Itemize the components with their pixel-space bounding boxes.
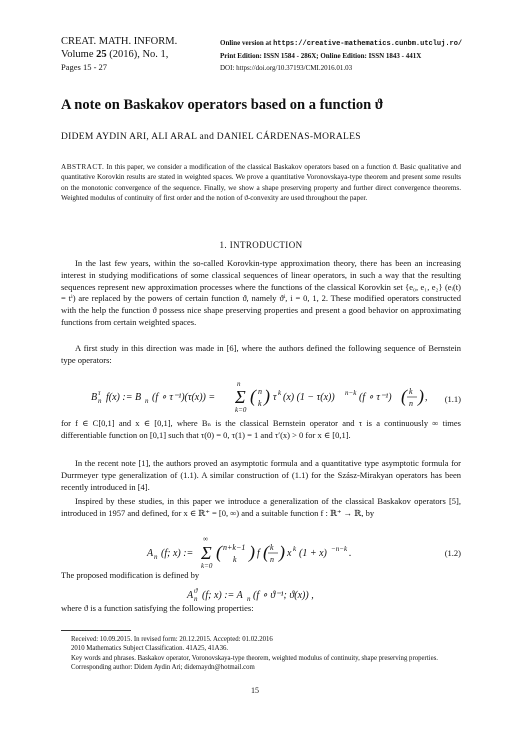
intro-paragraph-7: where ϑ is a function satisfying the following properties: <box>61 603 254 613</box>
equation-1-1 <box>61 372 461 418</box>
footnote-msc: 2010 Mathematics Subject Classification. 41A25, 41A36. <box>71 645 229 653</box>
abstract <box>61 162 461 204</box>
svg-text:n: n <box>237 380 241 388</box>
footnote-keywords: Key words and phrases. Baskakov operator, Voronovskaya-type theorem, weighted modulus of continuity, shape preserving properties. <box>71 654 438 662</box>
footnote-received: Received: 10.09.2015. In revised form: 20.12.2015. Accepted: 01.02.2016 <box>71 636 273 643</box>
publication-info <box>220 37 462 74</box>
intro-paragraph-5: Inspired by these studies, in this paper we introduce a generalization of the classical Baskakov operators [5], introduced in 1957 and defined, for x ∈ ℝ⁺ = [0, ∞) and a suitable function f : ℝ⁺ → ℝ, by <box>61 496 461 518</box>
svg-text:Σ: Σ <box>201 543 212 563</box>
svg-text:.: . <box>349 548 352 559</box>
svg-text:n: n <box>154 553 158 561</box>
footnote-rule <box>61 630 131 631</box>
svg-text:k=0: k=0 <box>201 562 213 570</box>
svg-text:(: ( <box>250 386 256 406</box>
svg-text:(f ∘ τ⁻¹): (f ∘ τ⁻¹) <box>359 392 392 403</box>
svg-text:x: x <box>287 548 292 559</box>
svg-text:k: k <box>409 387 413 396</box>
svg-text:(f ∘ ϑ⁻¹; ϑ(x)) ,: (f ∘ ϑ⁻¹; ϑ(x)) , <box>253 590 314 601</box>
svg-text:k: k <box>258 399 262 408</box>
journal-name: CREAT. MATH. INFORM. <box>61 36 178 47</box>
svg-text:B: B <box>91 392 98 403</box>
svg-text:n: n <box>409 399 413 408</box>
svg-text:n: n <box>247 595 251 603</box>
svg-text:τ: τ <box>273 392 277 403</box>
svg-text:Σ: Σ <box>235 387 246 407</box>
online-version: Online version at https://creative-mathematics.cunbm.utcluj.ro/ <box>220 39 463 48</box>
equation-1-1-number: (1.1) <box>444 394 461 404</box>
journal-header <box>61 35 177 74</box>
svg-text:): ) <box>264 386 270 406</box>
equation-1-2-graphic <box>61 530 461 574</box>
svg-text:A: A <box>147 548 154 559</box>
svg-text:n+k−1: n+k−1 <box>223 543 246 552</box>
svg-text:A: A <box>187 590 194 601</box>
intro-paragraph-6: The proposed modification is defined by <box>61 570 200 580</box>
svg-text:k: k <box>293 545 297 553</box>
svg-text:n: n <box>145 397 149 405</box>
journal-volume: Volume 25 (2016), No. 1, <box>61 49 169 60</box>
svg-text:(: ( <box>401 386 407 406</box>
svg-text:ϑ: ϑ <box>194 587 198 595</box>
equation-1-2-number: (1.2) <box>444 548 461 558</box>
footnotes <box>61 635 461 673</box>
svg-text:(f; x) :=: (f; x) := <box>161 548 194 559</box>
svg-text:(: ( <box>263 542 269 562</box>
doi-line[interactable]: DOI: https://doi.org/10.37193/CMI.2016.01.03 <box>220 64 353 72</box>
svg-text:(f; x) := A: (f; x) := A <box>202 590 243 601</box>
svg-text:n−k: n−k <box>345 389 357 397</box>
paper-title: A note on Baskakov operators based on a function ϑ <box>61 97 384 113</box>
svg-text:n: n <box>98 397 102 405</box>
svg-text:k=0: k=0 <box>235 406 247 414</box>
svg-text:): ) <box>249 542 255 562</box>
svg-text:(: ( <box>216 542 222 562</box>
page-number: 15 <box>251 686 259 695</box>
abstract-label: ABSTRACT. <box>61 163 105 171</box>
abstract-text: In this paper, we consider a modification of the classical Baskakov operators based on a function ϑ. Basic qualitative and quantitative Korovkin results are stated in weighted spaces. We prove a quantitative Voronovskaya-type theorem and present some results on the monotonic convergence of the sequence. Finally, we show a shape preserving property and further direct convergence theorems. Weighted modulus of continuity of first order and the notion of ϑ-convexity are used throughout the paper. <box>61 163 461 203</box>
svg-text:n: n <box>194 595 198 603</box>
svg-text:n: n <box>270 555 274 564</box>
issn-line: Print Edition: ISSN 1584 - 286X; Online Edition: ISSN 1843 - 441X <box>220 52 422 60</box>
section-heading: 1. INTRODUCTION <box>219 240 303 250</box>
online-url[interactable]: https://creative-mathematics.cunbm.utcluj.ro/ <box>273 40 463 48</box>
journal-pages: Pages 15 - 27 <box>61 62 108 72</box>
svg-text:τ: τ <box>98 389 101 397</box>
svg-text:f: f <box>257 548 260 559</box>
svg-text:(f ∘ τ⁻¹)(τ(x)) =: (f ∘ τ⁻¹)(τ(x)) = <box>152 392 216 403</box>
intro-paragraph-2: A first study in this direction was made in [6], where the authors defined the following sequence of Bernstein type operators: <box>61 343 461 365</box>
svg-text:,: , <box>425 392 428 403</box>
svg-text:k: k <box>278 389 282 397</box>
equation-1-1-graphic <box>61 372 461 416</box>
svg-text:−n−k: −n−k <box>331 545 348 553</box>
svg-text:(x) (1 − τ(x)): (x) (1 − τ(x)) <box>283 392 335 403</box>
svg-text:∞: ∞ <box>203 535 208 543</box>
svg-text:f(x) := B: f(x) := B <box>106 392 142 403</box>
intro-paragraph-3: for f ∈ C[0,1] and x ∈ [0,1], where Bₙ is the classical Bernstein operator and τ is a continuously ∞ times differentiable function on [0,1] such that τ(0) = 0, τ(1) = 1 and τ′(x) > 0 for x ∈ [0,1]. <box>61 418 461 440</box>
svg-text:): ) <box>418 386 424 406</box>
paper-authors: DIDEM AYDIN ARI, ALI ARAL and DANIEL CÁRDENAS-MORALES <box>61 132 361 142</box>
intro-paragraph-4: In the recent note [1], the authors proved an asymptotic formula and a quantitative type asymptotic formula for Durrmeyer type generalization of (1.1). A similar construction of (1.1) for the Szász-Mirakyan operators has been recently introduced in [4]. <box>61 458 461 492</box>
footnote-corresponding: Corresponding author: Didem Aydin Ari; didemaydn@hotmail.com <box>71 664 255 672</box>
svg-text:k: k <box>233 555 237 564</box>
svg-text:): ) <box>279 542 285 562</box>
svg-text:(1 + x): (1 + x) <box>299 548 327 559</box>
svg-text:n: n <box>258 387 262 396</box>
intro-paragraph-1: In the last few years, within the so-called Korovkin-type approximation theory, there has been an increasing interest in studying modifications of some classical sequences of linear operators, in such a way that the resulting sequences represent new approximation processes where the functions of the classical Korovkin set {e₀, e₁, e₂} (eᵢ(t) = tⁱ) are replaced by the powers of certain function ϑ, namely ϑⁱ, i = 0, 1, 2. These modified operators constructed with the help the function ϑ possess nice shape preserving properties and present a good behavior on approximating functions from certain weighted spaces. <box>61 258 461 327</box>
svg-text:k: k <box>270 543 274 552</box>
